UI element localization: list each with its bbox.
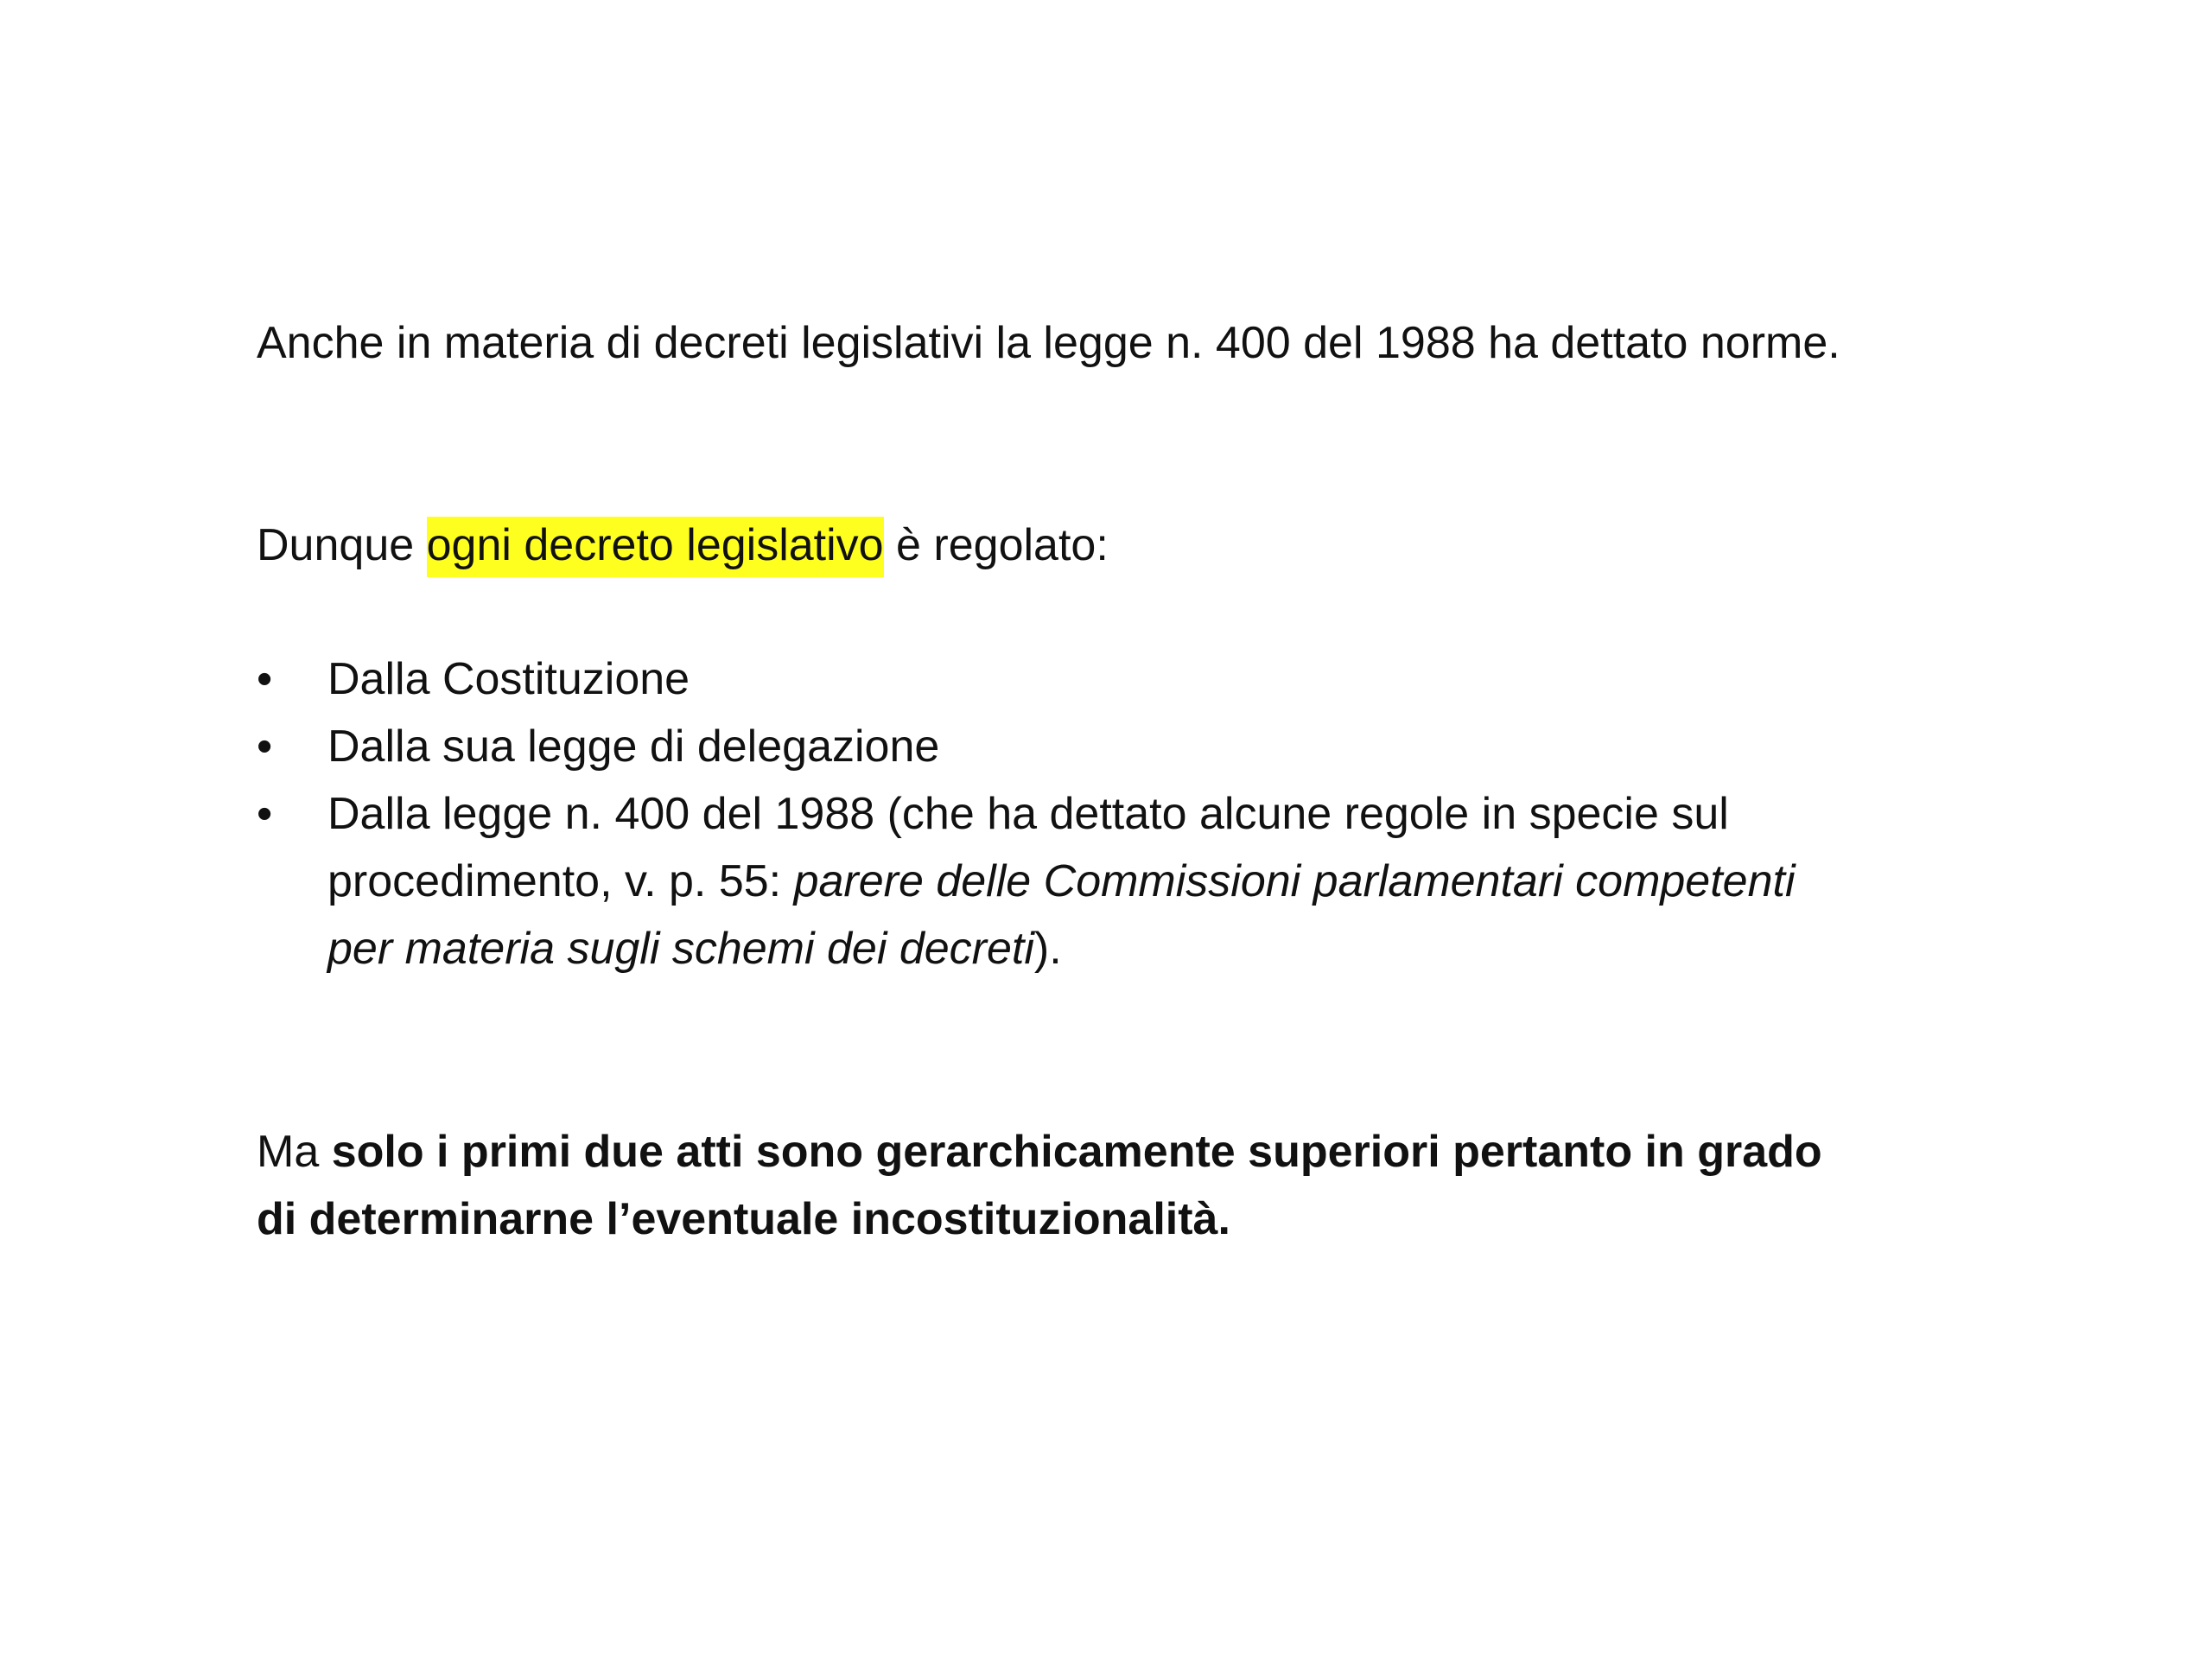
regulated-prefix: Dunque — [257, 520, 427, 570]
bullet-text: Dalla Costituzione — [327, 654, 690, 704]
bullet-icon: • — [257, 654, 273, 704]
bullet-icon: • — [257, 789, 273, 839]
bullet-italic-text: parere delle Commissioni parlamentari competenti per materia sugli schemi dei decreti — [327, 856, 1796, 974]
bullet-text: Dalla sua legge di delegazione — [327, 721, 940, 772]
bullet-list — [257, 645, 1864, 982]
regulated-paragraph — [257, 512, 1864, 579]
bullet-text-start: Dalla legge n. 400 del 1988 (che ha dettato alcune regole in specie sul procedimento, v. p. 55: — [327, 789, 1729, 906]
intro-text: Anche in materia di decreti legislativi la legge n. 400 del 1988 ha dettato norme. — [257, 318, 1840, 368]
highlighted-phrase: ogni decreto legislativo — [427, 517, 884, 577]
bullet-icon: • — [257, 721, 273, 772]
regulated-suffix: è regolato: — [883, 520, 1109, 570]
list-item — [257, 645, 1864, 713]
conclusion-bold-text: solo i primi due atti sono gerarchicamente superiori pertanto in grado di determinarne l’eventuale incostituzionalità. — [257, 1127, 1822, 1244]
list-item — [257, 780, 1864, 982]
conclusion-prefix: Ma — [257, 1127, 332, 1177]
conclusion-paragraph — [257, 1118, 1864, 1253]
list-item — [257, 713, 1864, 780]
bullet-text-end: ). — [1033, 924, 1062, 974]
intro-paragraph — [257, 309, 1864, 377]
